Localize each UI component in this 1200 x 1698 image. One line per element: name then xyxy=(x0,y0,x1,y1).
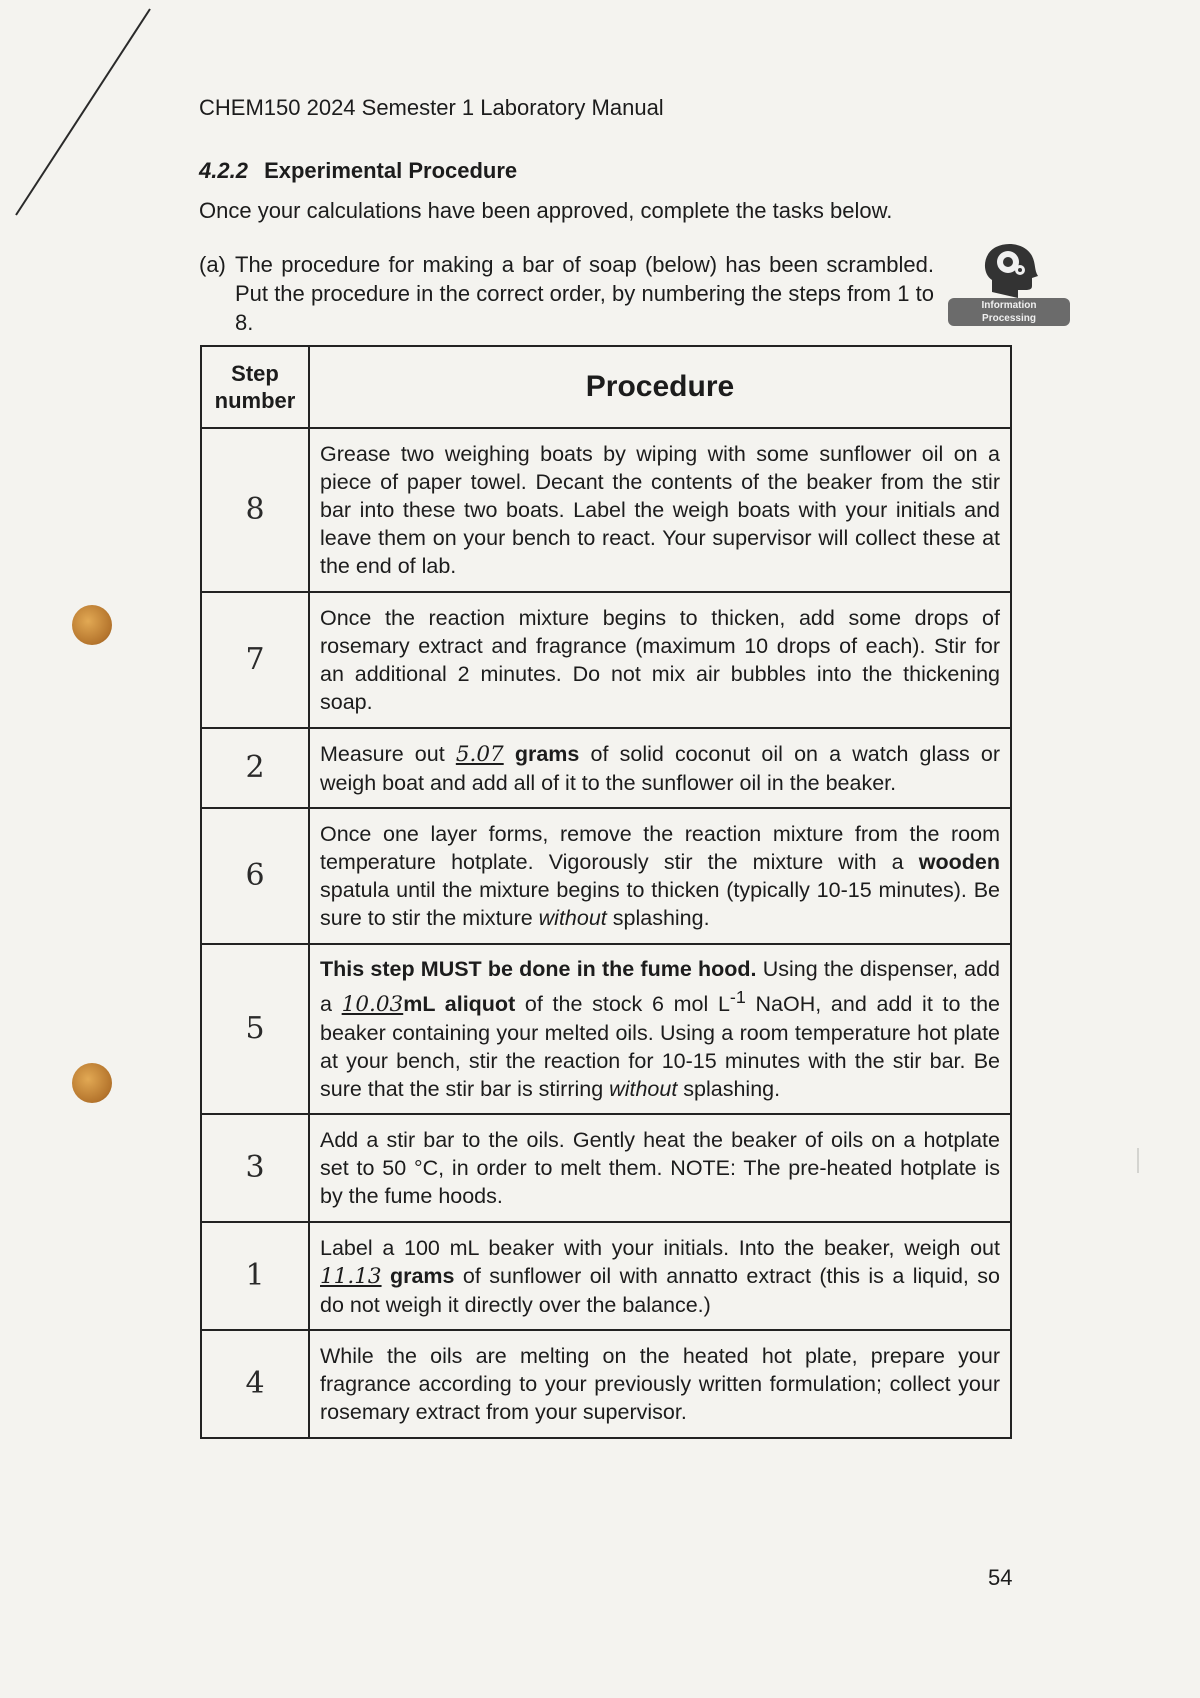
procedure-cell: Label a 100 mL beaker with your initials. Into the beaker, weigh out 11.13 grams of sunflower oil with annatto extract (this is a liquid, so do not weigh it directly over the balance.) xyxy=(309,1222,1011,1330)
step-number-cell: 8 xyxy=(201,428,309,592)
step-number-cell: 5 xyxy=(201,944,309,1114)
scan-mark xyxy=(1137,1148,1139,1173)
handwritten-value: 10.03 xyxy=(341,992,404,1018)
section-title: Experimental Procedure xyxy=(264,158,518,183)
badge-line-2: Processing xyxy=(982,313,1036,324)
manual-header: CHEM150 2024 Semester 1 Laboratory Manual xyxy=(199,95,664,120)
binder-hole xyxy=(72,1063,112,1103)
procedure-cell: While the oils are melting on the heated hot plate, prepare your fragrance according to your previously written formulation; collect your rosemary extract from your supervisor. xyxy=(309,1330,1011,1438)
procedure-cell: Add a stir bar to the oils. Gently heat the beaker of oils on a hotplate set to 50 °C, in order to melt them. NOTE: The pre-heated hotplate is by the fume hoods. xyxy=(309,1114,1011,1222)
badge-line-1: Information xyxy=(981,300,1037,311)
table-row xyxy=(201,1114,1011,1222)
procedure-cell: This step MUST be done in the fume hood. Using the dispenser, add a 10.03mL aliquot of the stock 6 mol $L^{-1}$ NaOH, and add it to the beaker containing your melted oils. Using a room temperature hot plate at your bench, stir the reaction for 10-15 minutes with the stir bar. Be sure that the stir bar is stirring without splashing. xyxy=(309,944,1011,1114)
handwritten-value: 5.07 xyxy=(455,741,504,767)
task-text: The procedure for making a bar of soap (below) has been scrambled. Put the procedure in the correct order, by numbering the steps from 1 to 8. xyxy=(235,252,934,335)
procedure-cell: Grease two weighing boats by wiping with some sunflower oil on a piece of paper towel. Decant the contents of the beaker from the stir bar into these two boats. Label the weigh boats with your initials and leave them on your bench to react. Your supervisor will collect these at the end of lab. xyxy=(309,428,1011,592)
pen-stroke-mark xyxy=(10,5,160,225)
procedure-cell: Once the reaction mixture begins to thicken, add some drops of rosemary extract and fragrance (maximum 10 drops of each). Stir for an additional 2 minutes. Do not mix air bubbles into the thickening soap. xyxy=(309,592,1011,728)
table-row xyxy=(201,1330,1011,1438)
task-a xyxy=(199,250,934,337)
information-processing-badge xyxy=(948,240,1072,332)
step-number-cell: 1 xyxy=(201,1222,309,1330)
section-heading xyxy=(199,158,517,184)
step-number-cell: 6 xyxy=(201,808,309,944)
step-number-cell: 2 xyxy=(201,728,309,808)
step-number-header: Step number xyxy=(201,346,309,428)
procedure-header: Procedure xyxy=(309,346,1011,428)
binder-hole xyxy=(72,605,112,645)
head-gears-icon xyxy=(978,240,1042,300)
procedure-cell: Once one layer forms, remove the reaction mixture from the room temperature hotplate. Vigorously stir the mixture with a wooden spatula until the mixture begins to thicken (typically 10-15 minutes). Be sure to stir the mixture without splashing. xyxy=(309,808,1011,944)
step-number-cell: 4 xyxy=(201,1330,309,1438)
procedure-table xyxy=(200,345,1012,1439)
table-header-row xyxy=(201,346,1011,428)
handwritten-value: 11.13 xyxy=(320,1263,382,1289)
intro-text: Once your calculations have been approved, complete the tasks below. xyxy=(199,198,893,223)
table-row xyxy=(201,808,1011,944)
procedure-cell: Measure out 5.07 grams of solid coconut oil on a watch glass or weigh boat and add all of it to the sunflower oil in the beaker. xyxy=(309,728,1011,808)
table-row xyxy=(201,1222,1011,1330)
step-number-cell: 7 xyxy=(201,592,309,728)
step-number-cell: 3 xyxy=(201,1114,309,1222)
table-row xyxy=(201,428,1011,592)
table-row xyxy=(201,728,1011,808)
page-number: 54 xyxy=(988,1565,1013,1590)
task-label: (a) xyxy=(199,252,226,277)
table-row xyxy=(201,592,1011,728)
badge-label xyxy=(948,298,1070,326)
table-row xyxy=(201,944,1011,1114)
section-number: 4.2.2 xyxy=(199,158,248,183)
